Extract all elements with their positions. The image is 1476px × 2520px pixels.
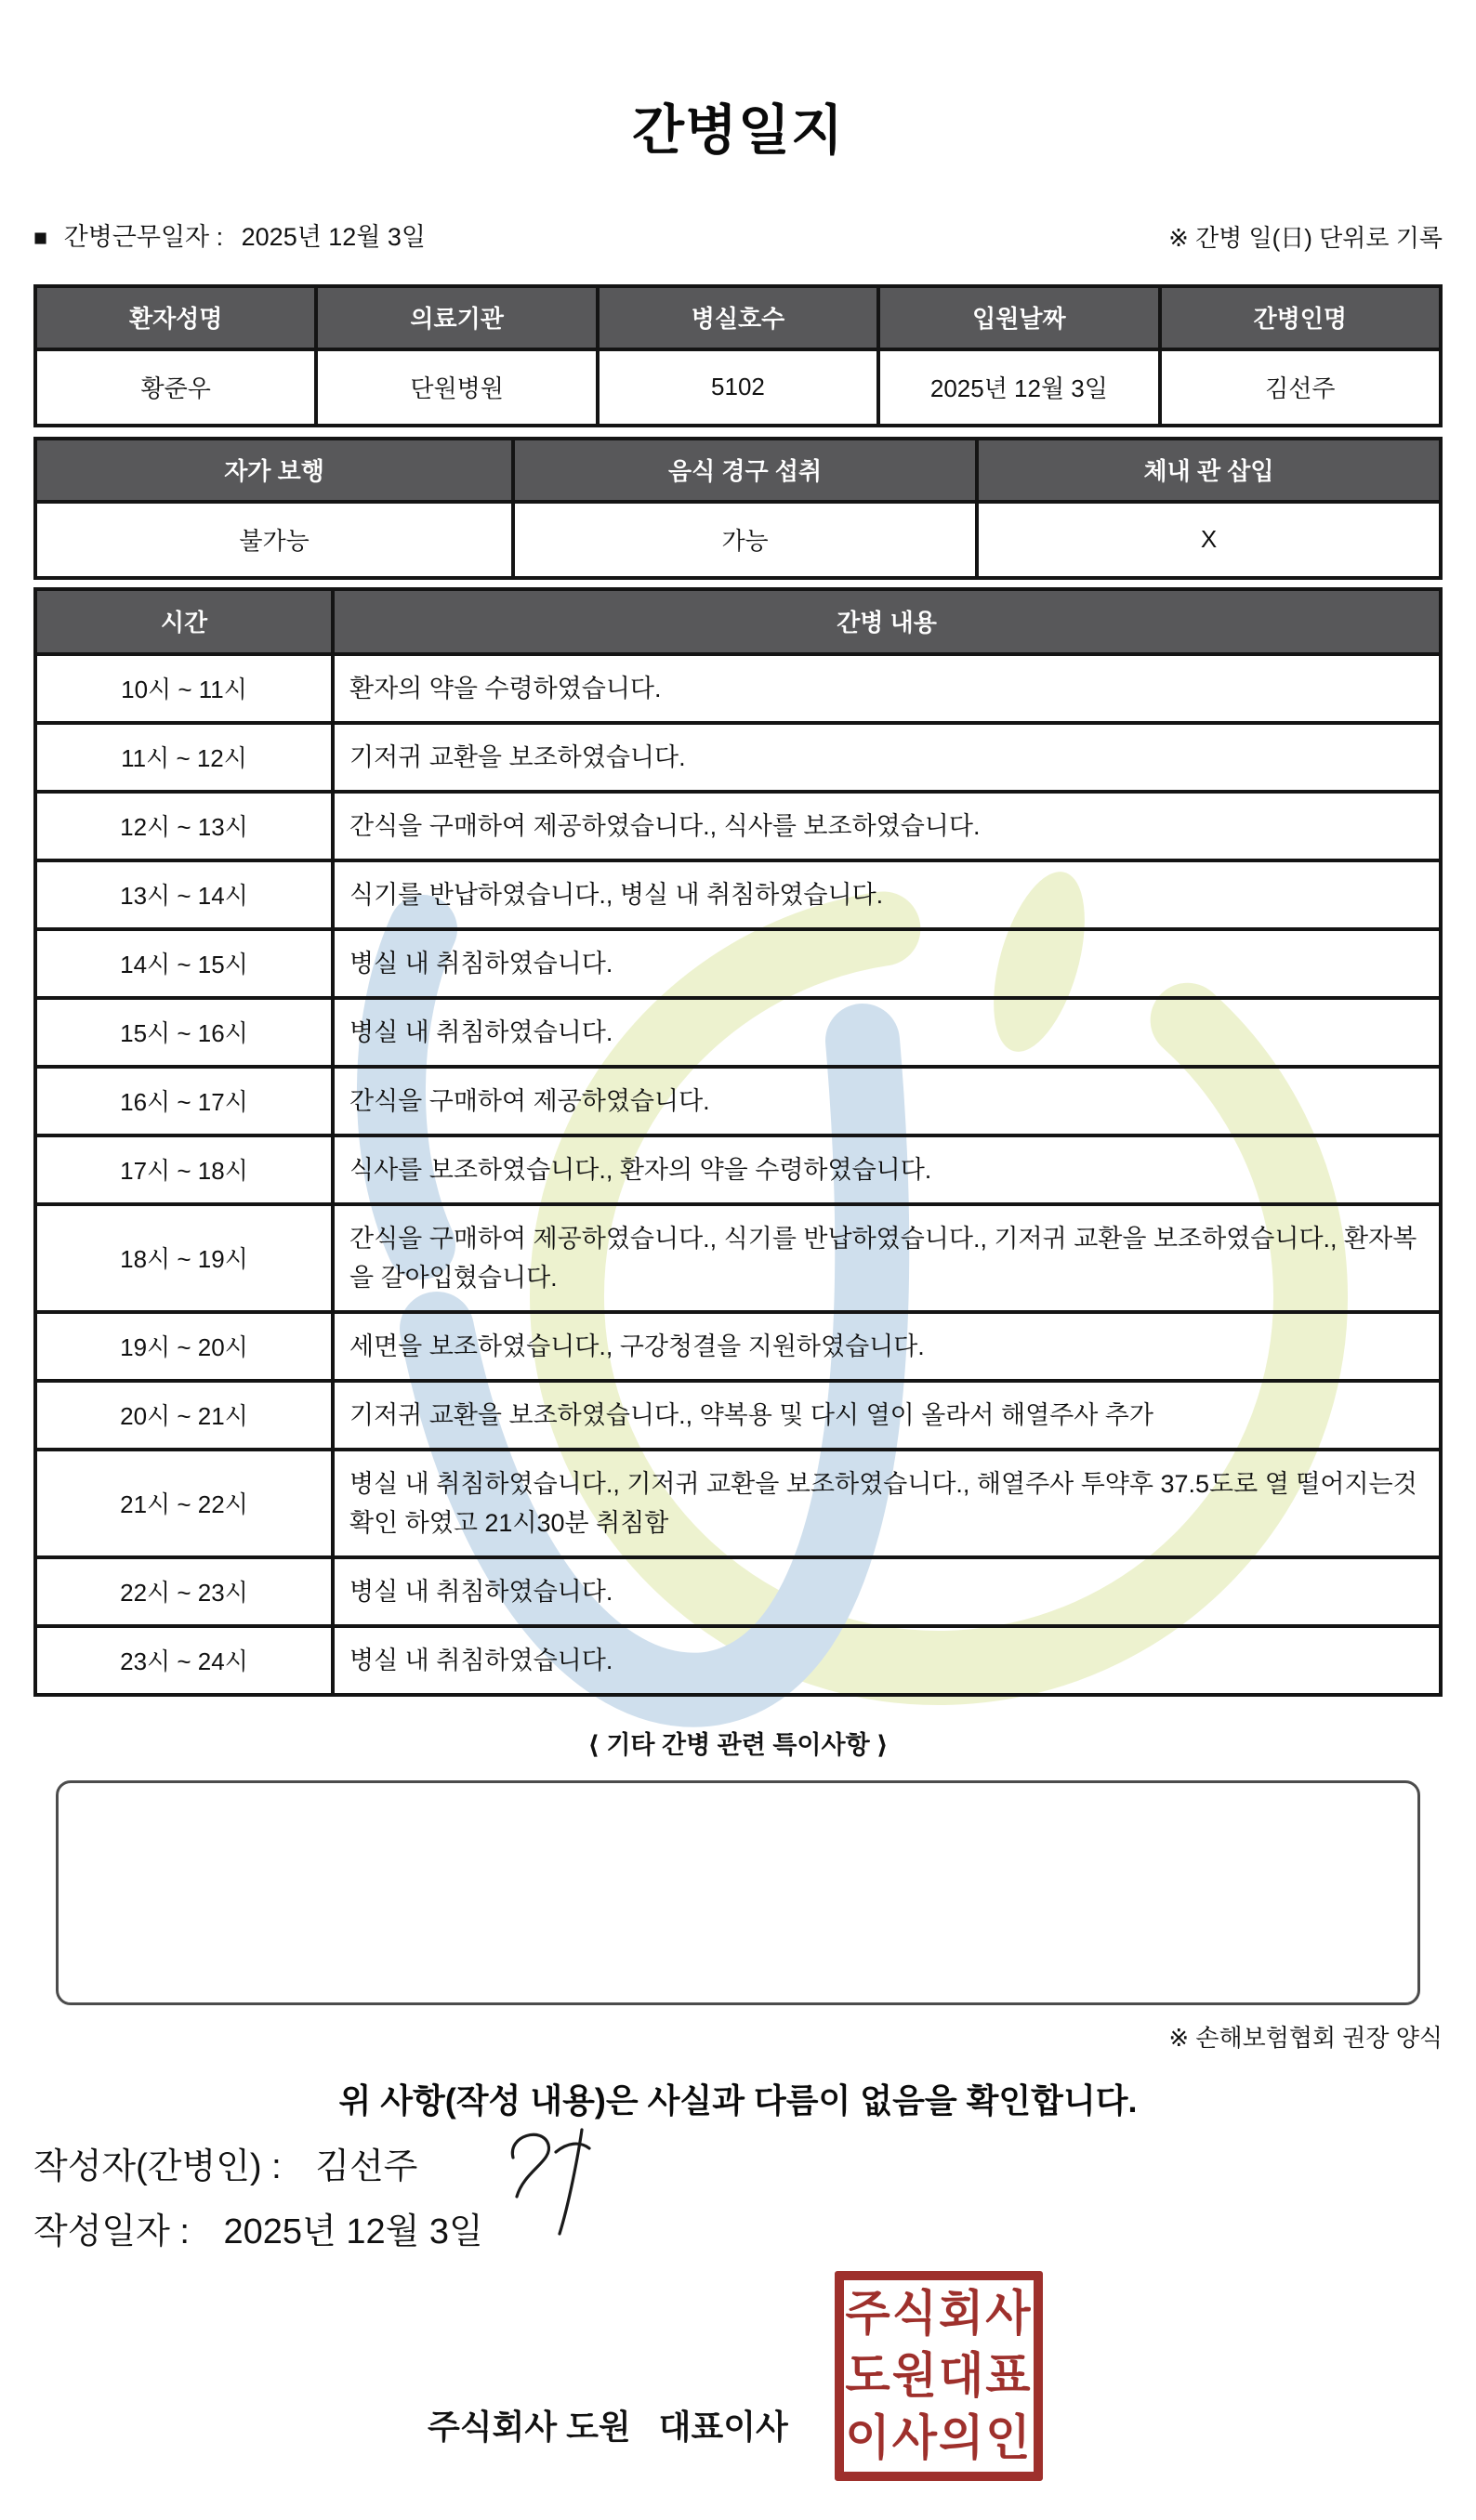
patient-info-table (33, 284, 1443, 427)
seal-text-row: 주식회사 (845, 2286, 1033, 2341)
care-time-cell: 14시 ~ 15시 (35, 929, 333, 998)
care-time-cell: 16시 ~ 17시 (35, 1067, 333, 1135)
care-content-cell: 병실 내 취침하였습니다. (333, 998, 1441, 1067)
status-value-row (35, 502, 1441, 578)
self-walking-value: 불가능 (35, 502, 513, 578)
corporate-seal-icon (835, 2271, 1043, 2481)
medical-institution-header: 의료기관 (316, 286, 597, 349)
company-seal-row (33, 2271, 1443, 2503)
status-header-row (35, 439, 1441, 502)
patient-info-value-row (35, 349, 1441, 426)
care-time-cell: 10시 ~ 11시 (35, 654, 333, 723)
oral-intake-value: 가능 (513, 502, 977, 578)
handwritten-signature-icon (496, 2124, 608, 2240)
caregiver-name-header: 간병인명 (1160, 286, 1441, 349)
self-walking-header: 자가 보행 (35, 439, 513, 502)
care-content-cell: 병실 내 취침하였습니다. (333, 1557, 1441, 1626)
caregiver-name-value: 김선주 (1160, 349, 1441, 426)
care-row (35, 1312, 1441, 1381)
seal-text-row: 도원대표 (845, 2348, 1033, 2403)
admission-date-header: 입원날짜 (878, 286, 1159, 349)
care-time-cell: 20시 ~ 21시 (35, 1381, 333, 1450)
patient-name-value: 황준우 (35, 349, 316, 426)
body-tube-header: 체내 관 삽입 (977, 439, 1441, 502)
care-content-cell: 식기를 반납하였습니다., 병실 내 취침하였습니다. (333, 860, 1441, 929)
care-row (35, 1557, 1441, 1626)
notes-heading: ⟨ 기타 간병 관련 특이사항 ⟩ (587, 1730, 889, 1759)
care-row (35, 792, 1441, 860)
care-row (35, 860, 1441, 929)
writer-row (33, 2145, 1443, 2189)
care-content-cell: 간식을 구매하여 제공하였습니다. (333, 1067, 1441, 1135)
care-row (35, 654, 1441, 723)
meta-row (33, 218, 1443, 256)
care-content-cell: 간식을 구매하여 제공하였습니다., 식사를 보조하였습니다. (333, 792, 1441, 860)
patient-status-table (33, 437, 1443, 580)
care-row (35, 723, 1441, 792)
care-row (35, 1135, 1441, 1204)
care-row (35, 929, 1441, 998)
care-row (35, 1381, 1441, 1450)
care-time-cell: 21시 ~ 22시 (35, 1450, 333, 1557)
confirmation-statement: 위 사항(작성 내용)은 사실과 다름이 없음을 확인합니다. (338, 2080, 1138, 2120)
company-title: 주식회사 도원 대표이사 (428, 2407, 788, 2446)
patient-name-header: 환자성명 (35, 286, 316, 349)
care-time-cell: 13시 ~ 14시 (35, 860, 333, 929)
notes-box (56, 1780, 1420, 2005)
care-time-cell: 22시 ~ 23시 (35, 1557, 333, 1626)
record-unit-note: ※ 간병 일(日) 단위로 기록 (1168, 223, 1443, 252)
care-content-cell: 병실 내 취침하였습니다., 기저귀 교환을 보조하였습니다., 해열주사 투약후 37.5도로 열 떨어지는것 확인 하였고 21시30분 취침함 (333, 1450, 1441, 1557)
care-content-header: 간병 내용 (333, 589, 1441, 654)
care-time-cell: 15시 ~ 16시 (35, 998, 333, 1067)
care-content-cell: 기저귀 교환을 보조하였습니다., 약복용 및 다시 열이 올라서 해열주사 추가 (333, 1381, 1441, 1450)
work-date-label: 간병근무일자 : (63, 222, 224, 251)
insurance-form-note: ※ 손해보험협회 권장 양식 (1168, 2023, 1443, 2052)
writer-name: 김선주 (315, 2146, 418, 2186)
care-row (35, 998, 1441, 1067)
document-content (0, 100, 1476, 2503)
body-tube-value: X (977, 502, 1441, 578)
care-time-cell: 12시 ~ 13시 (35, 792, 333, 860)
page-title: 간병일지 (631, 100, 845, 161)
care-time-cell: 18시 ~ 19시 (35, 1204, 333, 1312)
care-log-header-row (35, 589, 1441, 654)
care-content-cell: 기저귀 교환을 보조하였습니다. (333, 723, 1441, 792)
date-value: 2025년 12월 3일 (223, 2212, 483, 2251)
work-date-line (33, 218, 426, 256)
room-number-value: 5102 (598, 349, 878, 426)
care-row (35, 1450, 1441, 1557)
care-row (35, 1626, 1441, 1695)
care-content-cell: 식사를 보조하였습니다., 환자의 약을 수령하였습니다. (333, 1135, 1441, 1204)
care-time-cell: 19시 ~ 20시 (35, 1312, 333, 1381)
patient-info-header-row (35, 286, 1441, 349)
care-content-cell: 세면을 보조하였습니다., 구강청결을 지원하였습니다. (333, 1312, 1441, 1381)
care-content-cell: 간식을 구매하여 제공하였습니다., 식기를 반납하였습니다., 기저귀 교환을 보조하였습니다., 환자복을 갈아입혔습니다. (333, 1204, 1441, 1312)
work-date-value: 2025년 12월 3일 (241, 222, 427, 251)
oral-intake-header: 음식 경구 섭취 (513, 439, 977, 502)
square-bullet-icon: ■ (33, 224, 48, 251)
room-number-header: 병실호수 (598, 286, 878, 349)
care-time-cell: 11시 ~ 12시 (35, 723, 333, 792)
seal-text-row: 이사의인 (845, 2410, 1033, 2465)
care-content-cell: 병실 내 취침하였습니다. (333, 1626, 1441, 1695)
time-column-header: 시간 (35, 589, 333, 654)
care-time-cell: 17시 ~ 18시 (35, 1135, 333, 1204)
care-log-table (33, 587, 1443, 1697)
care-content-cell: 환자의 약을 수령하였습니다. (333, 654, 1441, 723)
date-label: 작성일자 : (33, 2212, 190, 2251)
medical-institution-value: 단원병원 (316, 349, 597, 426)
care-time-cell: 23시 ~ 24시 (35, 1626, 333, 1695)
care-content-cell: 병실 내 취침하였습니다. (333, 929, 1441, 998)
care-row (35, 1067, 1441, 1135)
date-row (33, 2210, 1443, 2254)
admission-date-value: 2025년 12월 3일 (878, 349, 1159, 426)
care-row (35, 1204, 1441, 1312)
writer-label: 작성자(간병인) : (33, 2146, 282, 2186)
